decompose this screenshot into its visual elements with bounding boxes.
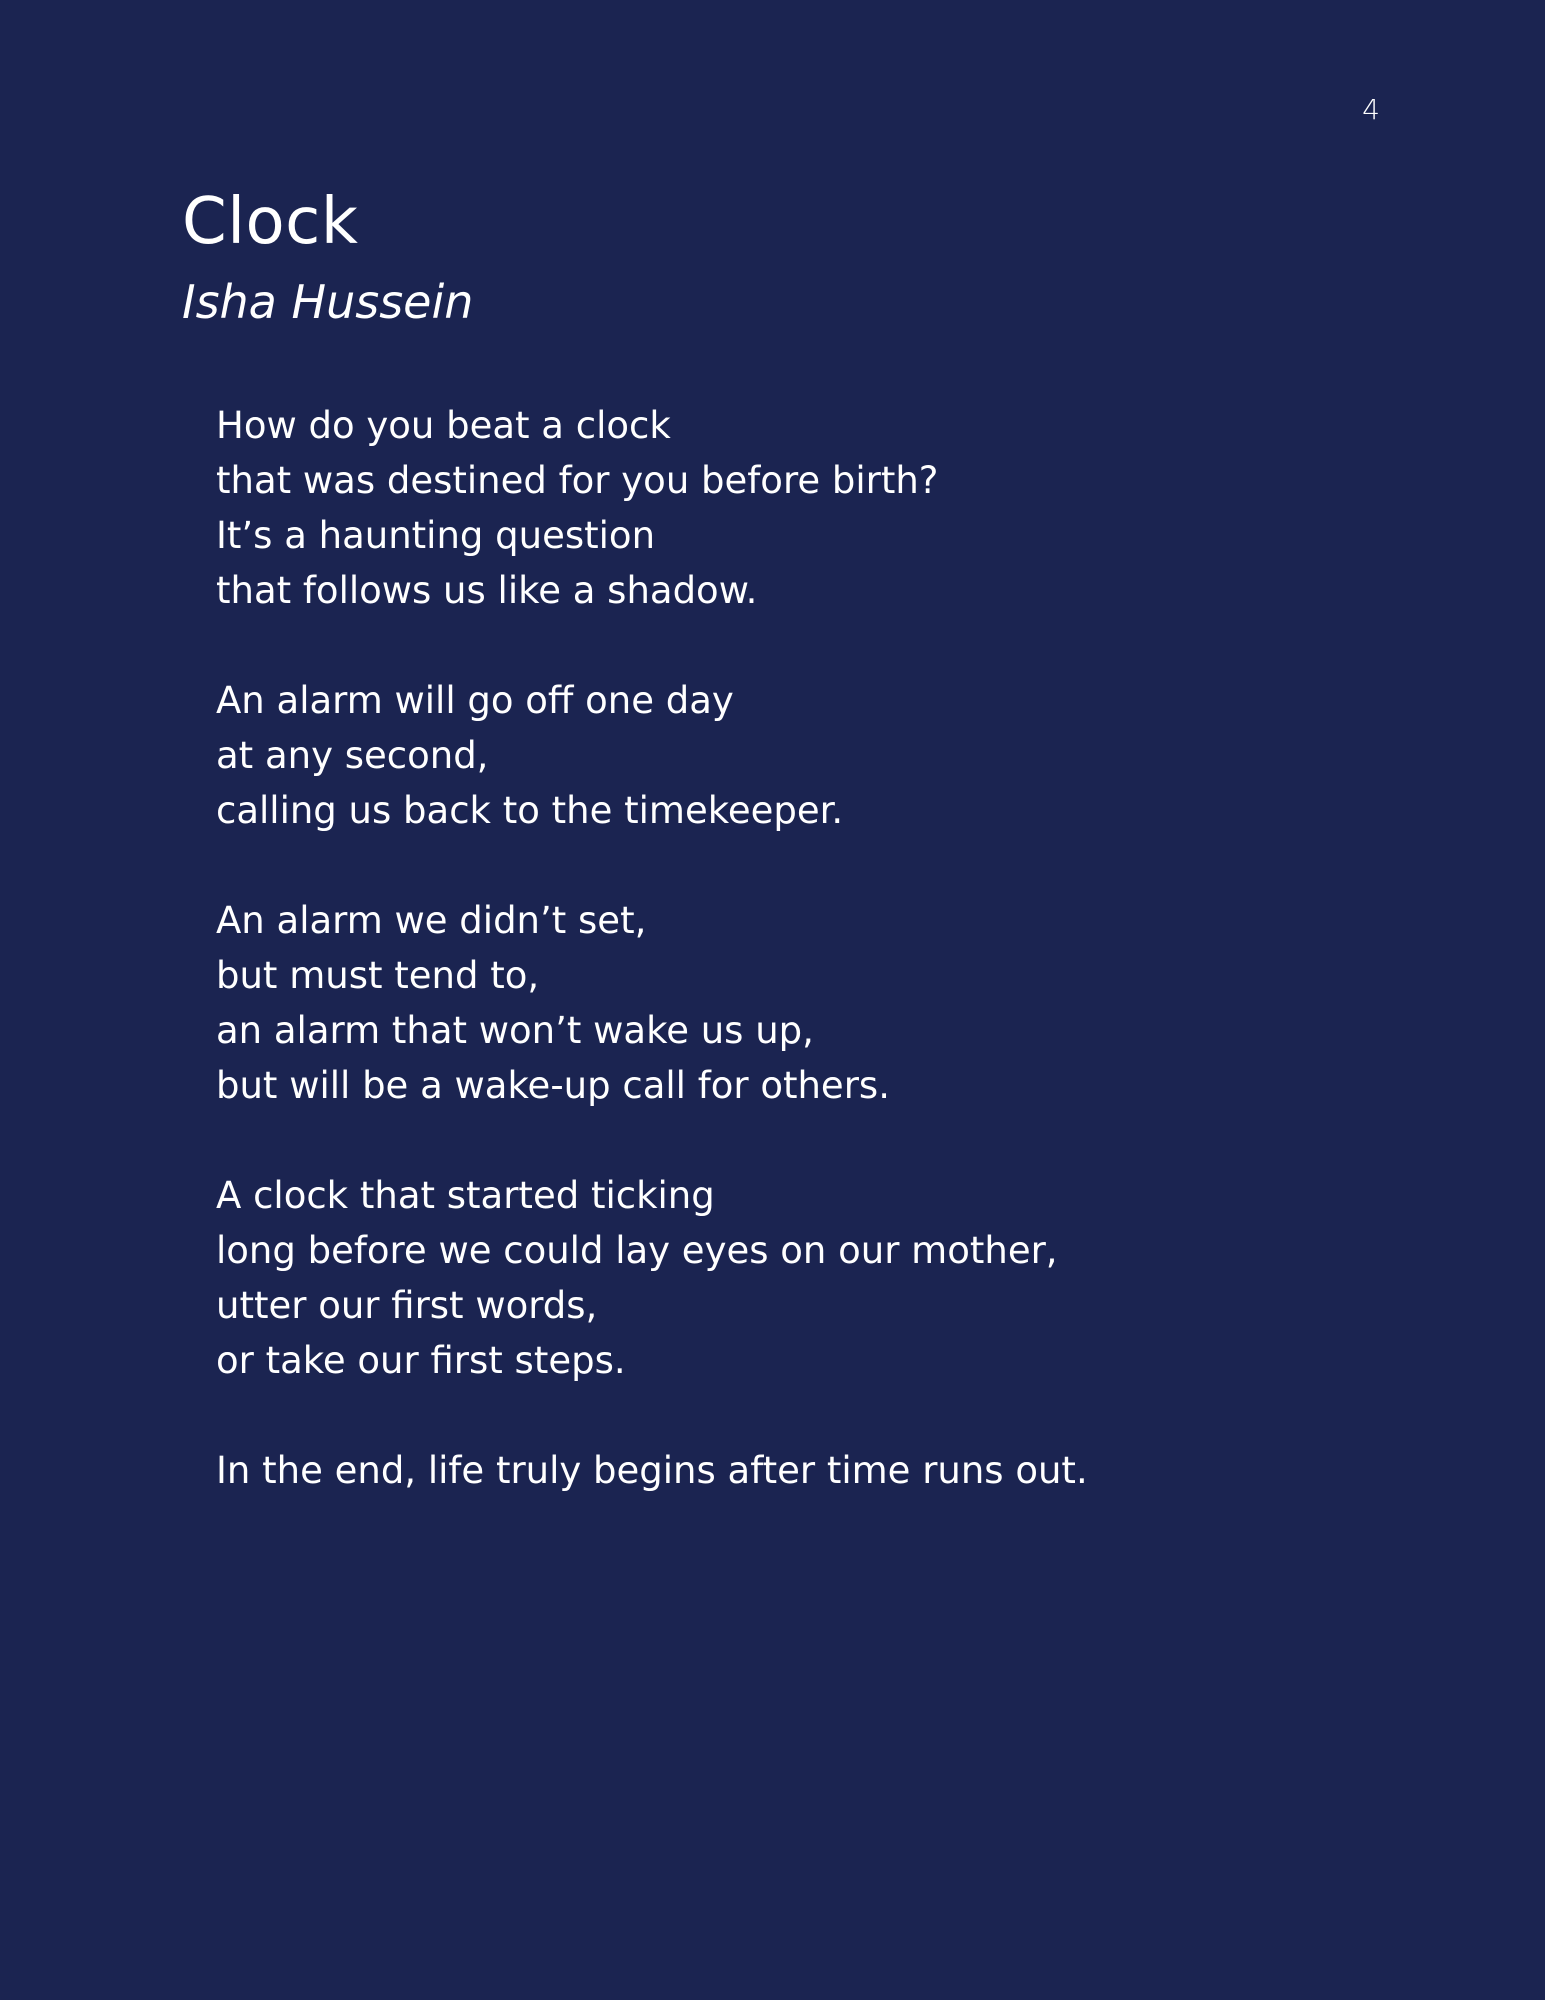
poem-line: A clock that started ticking [216, 1174, 715, 1217]
poem-body [216, 398, 1088, 1498]
stanza [216, 398, 1088, 618]
poem-line: at any second, [216, 734, 489, 777]
poem-line: utter our first words, [216, 1284, 598, 1327]
poem-line: In the end, life truly begins after time runs out. [216, 1449, 1088, 1492]
poem-line: It’s a haunting question [216, 514, 656, 557]
poem-line: an alarm that won’t wake us up, [216, 1009, 814, 1052]
poem-line: but must tend to, [216, 954, 540, 997]
poem-line: How do you beat a clock [216, 404, 671, 447]
poem-title: Clock [182, 185, 359, 259]
stanza [216, 893, 1088, 1113]
poem-line: calling us back to the timekeeper. [216, 789, 844, 832]
poem-line: but will be a wake-up call for others. [216, 1064, 890, 1107]
poem-line: long before we could lay eyes on our mother, [216, 1229, 1058, 1272]
poem-line: that follows us like a shadow. [216, 569, 758, 612]
stanza [216, 1168, 1088, 1388]
poem-line: An alarm we didn’t set, [216, 899, 647, 942]
stanza [216, 1443, 1088, 1498]
poem-author: Isha Hussein [182, 275, 474, 329]
poem-line: or take our first steps. [216, 1339, 626, 1382]
page-number: 4 [1362, 93, 1380, 126]
poem-line: that was destined for you before birth? [216, 459, 939, 502]
poem-line: An alarm will go off one day [216, 679, 734, 722]
stanza [216, 673, 1088, 838]
